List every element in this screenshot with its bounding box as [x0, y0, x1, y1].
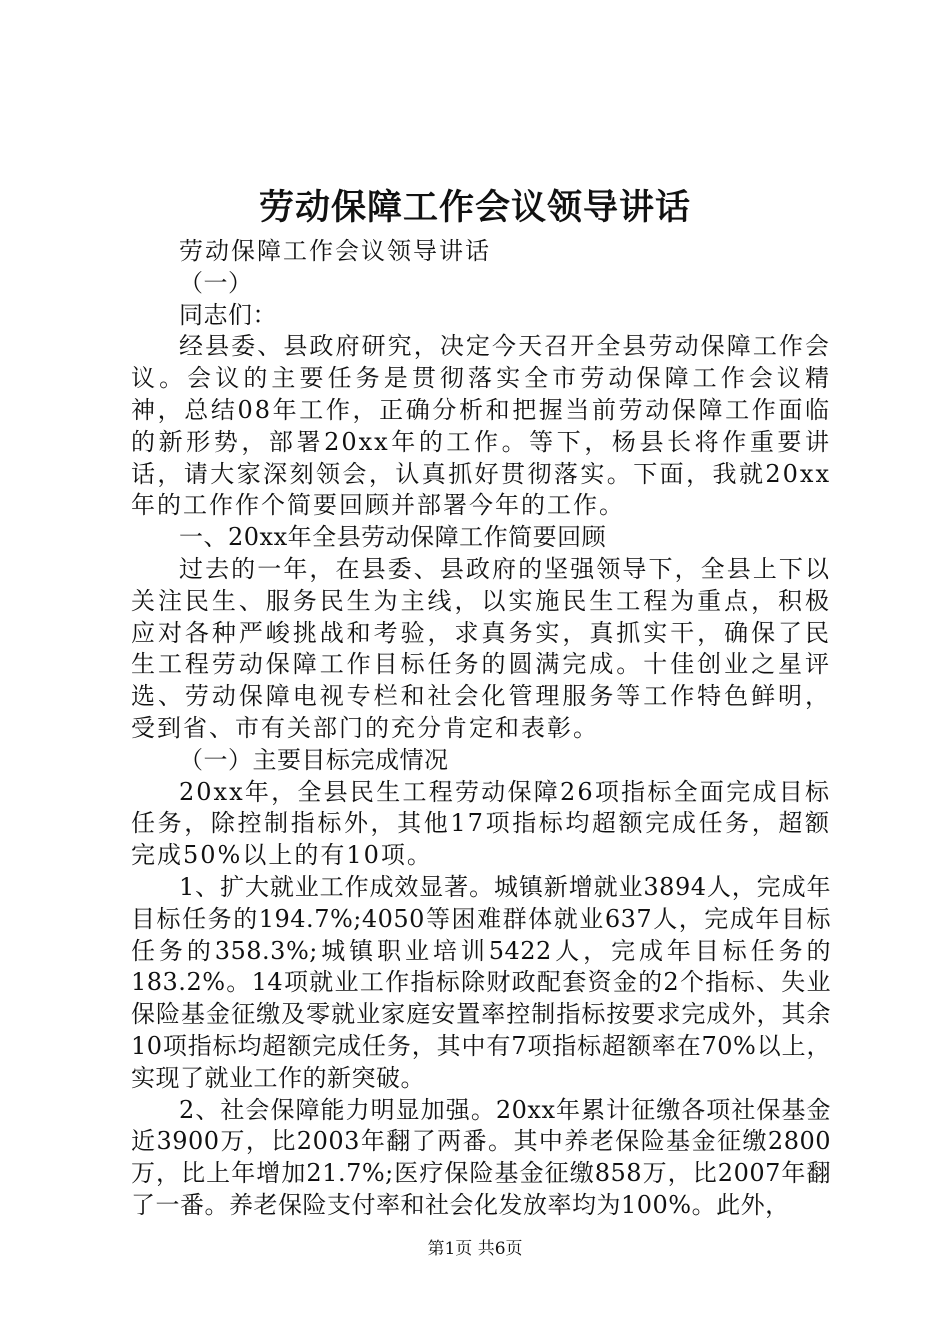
paragraph-employment: 1、扩大就业工作成效显著。城镇新增就业3894人，完成年目标任务的194.7%;4050等困难群体就业637人，完成年目标任务的358.3%;城镇职业培训5422人，完成年目标任务的183.2%。14项就业工作指标除财政配套资金的2个指标、失业保险基金征缴及零就业家庭安置率控制指标按要求完成外，其余10项指标均超额完成任务，其中有7项指标超额率在70%以上，实现了就业工作的新突破。: [131, 872, 831, 1092]
paragraph-salutation: 同志们：: [179, 300, 277, 329]
section-heading-review: 一、20xx年全县劳动保障工作简要回顾: [179, 523, 607, 552]
paragraph-subtitle: 劳动保障工作会议领导讲话: [179, 237, 491, 265]
paragraph-targets: 20xx年，全县民生工程劳动保障26项指标全面完成目标任务，除控制指标外，其他17项指标均超额完成任务，超额完成50%以上的有10项。: [131, 777, 831, 870]
subsection-heading-targets: （一）主要目标完成情况: [179, 745, 449, 774]
document-title: 劳动保障工作会议领导讲话: [258, 187, 691, 228]
paragraph-review: 过去的一年，在县委、县政府的坚强领导下，全县上下以关注民生、服务民生为主线，以实施民生工程为重点，积极应对各种严峻挑战和考验，求真务实，真抓实干，确保了民生工程劳动保障工作目标任务的圆满完成。十佳创业之星评选、劳动保障电视专栏和社会化管理服务等工作特色鲜明，受到省、市有关部门的充分肯定和表彰。: [131, 554, 831, 742]
document-body: [131, 236, 831, 1222]
paragraph-intro: 经县委、县政府研究，决定今天召开全县劳动保障工作会议。会议的主要任务是贯彻落实全市劳动保障工作会议精神，总结08年工作，正确分析和把握当前劳动保障工作面临的新形势，部署20xx年的工作。等下，杨县长将作重要讲话，请大家深刻领会，认真抓好贯彻落实。下面，我就20xx年的工作作个简要回顾并部署今年的工作。: [131, 332, 831, 520]
page-footer: 第1页 共6页: [427, 1239, 523, 1259]
paragraph-social-security: 2、社会保障能力明显加强。20xx年累计征缴各项社保基金近3900万，比2003年翻了两番。其中养老保险基金征缴2800万，比上年增加21.7%;医疗保险基金征缴858万，比2007年翻了一番。养老保险支付率和社会化发放率均为100%。此外，: [131, 1095, 831, 1219]
paragraph-section-marker: （一）: [179, 268, 253, 297]
